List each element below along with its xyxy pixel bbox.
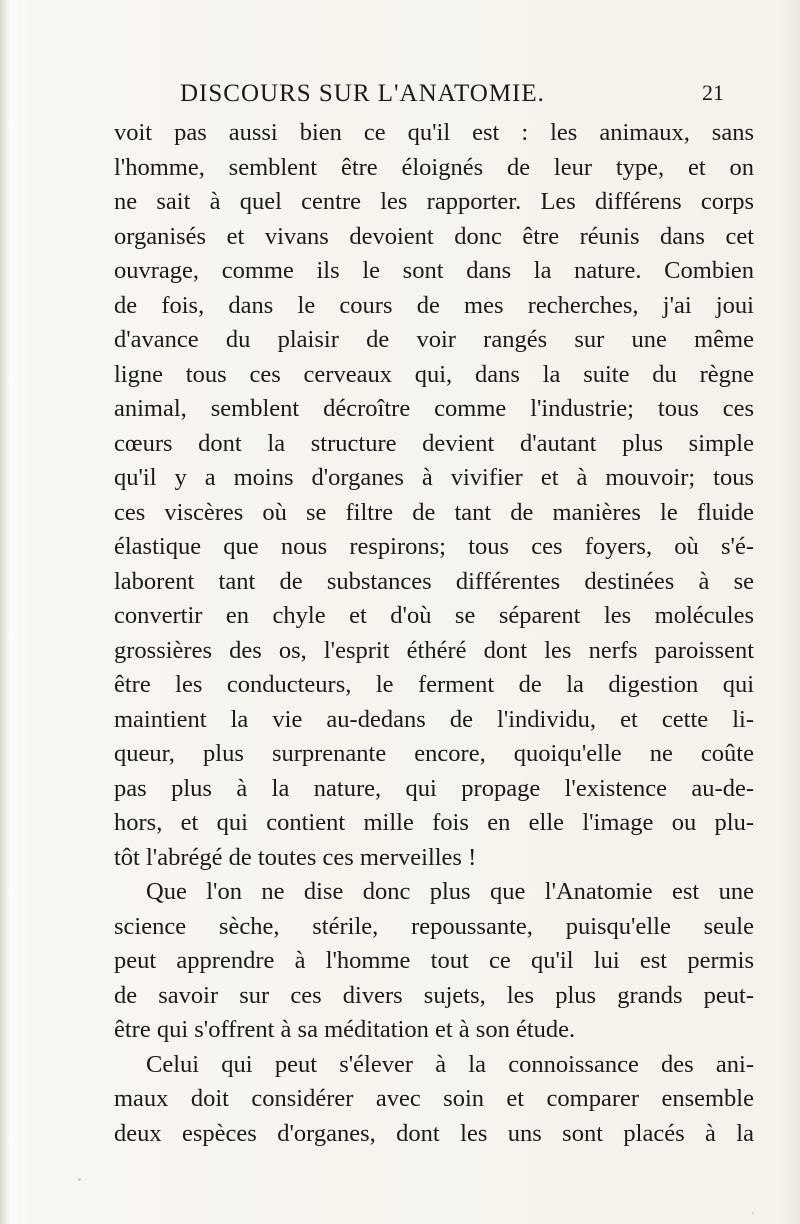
text-line: ces viscères où se filtre de tant de manières le fluide: [114, 498, 754, 526]
paper-speck: [78, 1178, 81, 1181]
text-line: ligne tous ces cerveaux qui, dans la suite du règne: [114, 360, 754, 388]
body-text: [114, 116, 754, 1151]
text-line: maux doit considérer avec soin et comparer ensemble: [114, 1085, 754, 1112]
text-line: de savoir sur ces divers sujets, les plus grands peut-: [114, 981, 754, 1009]
text-line: grossières des os, l'esprit éthéré dont les nerfs paroissent: [114, 636, 754, 664]
text-line: ne sait à quel centre les rapporter. Les différens corps: [114, 188, 754, 215]
text-line: laborent tant de substances différentes destinées à se: [114, 567, 754, 595]
text-line: l'homme, semblent être éloignés de leur type, et on: [114, 153, 754, 181]
text-line: organisés et vivans devoient donc être réunis dans cet: [114, 222, 754, 250]
page-number: 21: [702, 80, 724, 105]
running-title: DISCOURS SUR L'ANATOMIE.: [180, 80, 545, 107]
text-line: ouvrage, comme ils le sont dans la nature. Combien: [114, 257, 754, 284]
text-line: voit pas aussi bien ce qu'il est : les animaux, sans: [114, 119, 754, 146]
text-line: tôt l'abrégé de toutes ces merveilles !: [114, 843, 477, 871]
text-line: hors, et qui contient mille fois en elle l'image ou plu-: [114, 809, 754, 836]
text-line: de fois, dans le cours de mes recherches, j'ai joui: [114, 291, 754, 319]
text-line: être les conducteurs, le ferment de la digestion qui: [114, 671, 754, 698]
text-line: être qui s'offrent à sa méditation et à son étude.: [114, 1016, 576, 1043]
text-line: convertir en chyle et d'où se séparent les molécules: [114, 602, 754, 629]
text-line: animal, semblent décroître comme l'industrie; tous ces: [114, 395, 754, 422]
text-line: pas plus à la nature, qui propage l'existence au-de-: [114, 774, 754, 802]
page-edge-shadow: [0, 0, 10, 1224]
text-line: cœurs dont la structure devient d'autant plus simple: [114, 429, 754, 457]
text-line: peut apprendre à l'homme tout ce qu'il lui est permis: [114, 947, 754, 974]
text-line: Celui qui peut s'élever à la connoissance des ani-: [146, 1050, 754, 1078]
text-line: queur, plus surprenante encore, quoiqu'elle ne coûte: [114, 740, 754, 767]
text-line: maintient la vie au-dedans de l'individu, et cette li-: [114, 705, 754, 733]
text-line: Que l'on ne dise donc plus que l'Anatomie est une: [146, 878, 754, 905]
paper-speck: [752, 1212, 754, 1214]
text-line: élastique que nous respirons; tous ces foyers, où s'é-: [114, 533, 754, 560]
text-line: science sèche, stérile, repoussante, puisqu'elle seule: [114, 912, 754, 940]
text-line: qu'il y a moins d'organes à vivifier et à mouvoir; tous: [114, 464, 754, 491]
text-line: deux espèces d'organes, dont les uns sont placés à la: [114, 1119, 754, 1147]
running-header: [180, 80, 740, 120]
text-line: d'avance du plaisir de voir rangés sur une même: [114, 326, 754, 353]
